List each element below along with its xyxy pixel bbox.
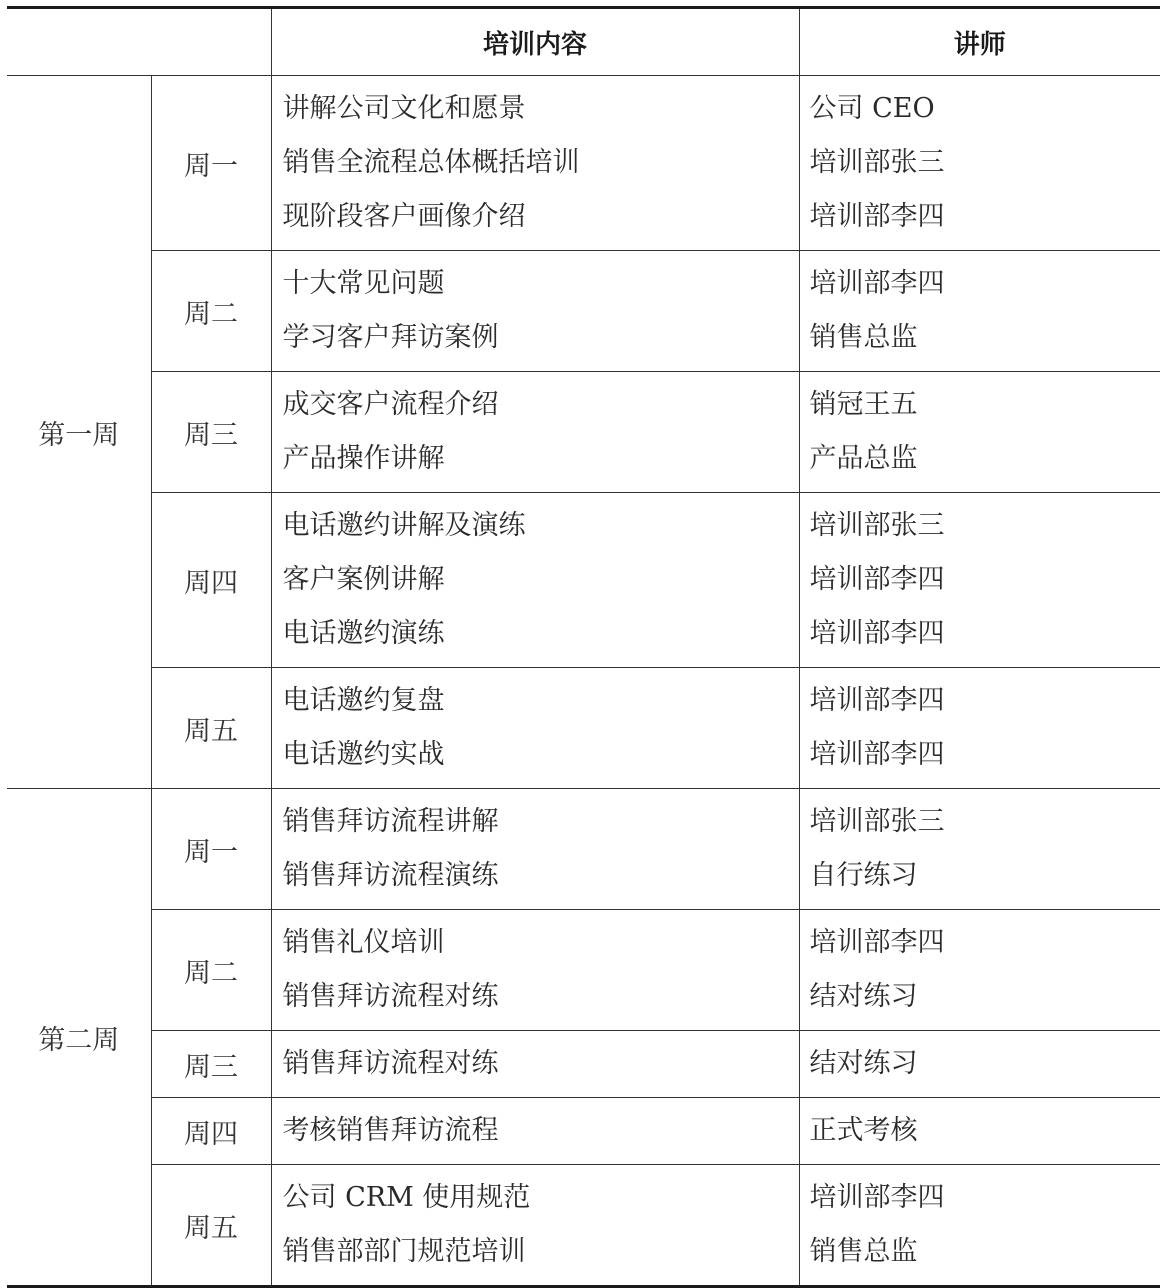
teacher-item: 培训部李四 [809, 618, 945, 649]
table-row [7, 1165, 1160, 1287]
content-cell [271, 789, 799, 910]
content-item: 成交客户流程介绍 [282, 389, 499, 420]
content-item: 电话邀约复盘 [282, 685, 445, 716]
teacher-item: 公司 CEO [809, 93, 935, 124]
content-cell [271, 76, 799, 251]
teacher-item: 销冠王五 [809, 389, 918, 420]
teacher-item: 自行练习 [809, 860, 918, 891]
content-item: 现阶段客户画像介绍 [282, 201, 526, 232]
teacher-item: 培训部李四 [809, 268, 945, 299]
content-item: 学习客户拜访案例 [282, 322, 499, 353]
table-row [7, 251, 1160, 372]
content-item: 销售拜访流程对练 [282, 981, 499, 1012]
day-label: 周二 [151, 251, 271, 372]
teacher-cell [799, 1098, 1160, 1165]
day-label: 周五 [151, 1165, 271, 1287]
table-row [7, 789, 1160, 910]
day-label: 周三 [151, 1031, 271, 1098]
teacher-item: 培训部张三 [809, 147, 945, 178]
teacher-cell [799, 493, 1160, 668]
table-row [7, 76, 1160, 251]
teacher-cell [799, 789, 1160, 910]
content-cell [271, 1031, 799, 1098]
teacher-item: 结对练习 [809, 1048, 918, 1079]
content-item: 电话邀约演练 [282, 618, 445, 649]
teacher-cell [799, 1165, 1160, 1287]
table-row [7, 1098, 1160, 1165]
teacher-item: 培训部李四 [809, 685, 945, 716]
table-row [7, 493, 1160, 668]
content-item: 销售部部门规范培训 [282, 1236, 526, 1267]
header-week-day [7, 8, 271, 76]
teacher-item: 结对练习 [809, 981, 918, 1012]
content-cell [271, 1098, 799, 1165]
teacher-item: 正式考核 [809, 1115, 918, 1146]
day-label: 周三 [151, 372, 271, 493]
schedule-body [7, 76, 1160, 1287]
content-item: 公司 CRM 使用规范 [282, 1182, 531, 1213]
day-label: 周四 [151, 493, 271, 668]
teacher-item: 培训部张三 [809, 510, 945, 541]
content-item: 销售拜访流程对练 [282, 1048, 499, 1079]
header-teacher: 讲师 [799, 8, 1160, 76]
content-cell [271, 910, 799, 1031]
table-row [7, 668, 1160, 789]
teacher-cell [799, 1031, 1160, 1098]
content-item: 销售全流程总体概括培训 [282, 147, 580, 178]
teacher-item: 销售总监 [809, 1236, 918, 1267]
content-cell [271, 251, 799, 372]
header-row [7, 8, 1160, 76]
teacher-item: 产品总监 [809, 443, 918, 474]
teacher-item: 培训部张三 [809, 806, 945, 837]
content-cell [271, 668, 799, 789]
teacher-item: 培训部李四 [809, 564, 945, 595]
teacher-cell [799, 251, 1160, 372]
day-label: 周二 [151, 910, 271, 1031]
teacher-item: 培训部李四 [809, 739, 945, 770]
content-item: 客户案例讲解 [282, 564, 445, 595]
content-item: 十大常见问题 [282, 268, 445, 299]
content-cell [271, 372, 799, 493]
content-item: 讲解公司文化和愿景 [282, 93, 526, 124]
teacher-cell [799, 910, 1160, 1031]
content-item: 考核销售拜访流程 [282, 1115, 499, 1146]
day-label: 周五 [151, 668, 271, 789]
day-label: 周一 [151, 76, 271, 251]
teacher-item: 销售总监 [809, 322, 918, 353]
content-item: 产品操作讲解 [282, 443, 445, 474]
table-row [7, 910, 1160, 1031]
content-cell [271, 1165, 799, 1287]
content-item: 电话邀约实战 [282, 739, 445, 770]
content-item: 销售拜访流程演练 [282, 860, 499, 891]
day-label: 周一 [151, 789, 271, 910]
table-row [7, 1031, 1160, 1098]
content-item: 销售拜访流程讲解 [282, 806, 499, 837]
teacher-item: 培训部李四 [809, 201, 945, 232]
teacher-cell [799, 372, 1160, 493]
week-label: 第二周 [7, 789, 151, 1287]
training-schedule-table [7, 6, 1160, 1288]
content-item: 销售礼仪培训 [282, 927, 445, 958]
content-item: 电话邀约讲解及演练 [282, 510, 526, 541]
week-label: 第一周 [7, 76, 151, 789]
table-row [7, 372, 1160, 493]
teacher-cell [799, 76, 1160, 251]
content-cell [271, 493, 799, 668]
training-schedule [7, 6, 1160, 1288]
teacher-item: 培训部李四 [809, 927, 945, 958]
teacher-cell [799, 668, 1160, 789]
header-content: 培训内容 [271, 8, 799, 76]
teacher-item: 培训部李四 [809, 1182, 945, 1213]
day-label: 周四 [151, 1098, 271, 1165]
